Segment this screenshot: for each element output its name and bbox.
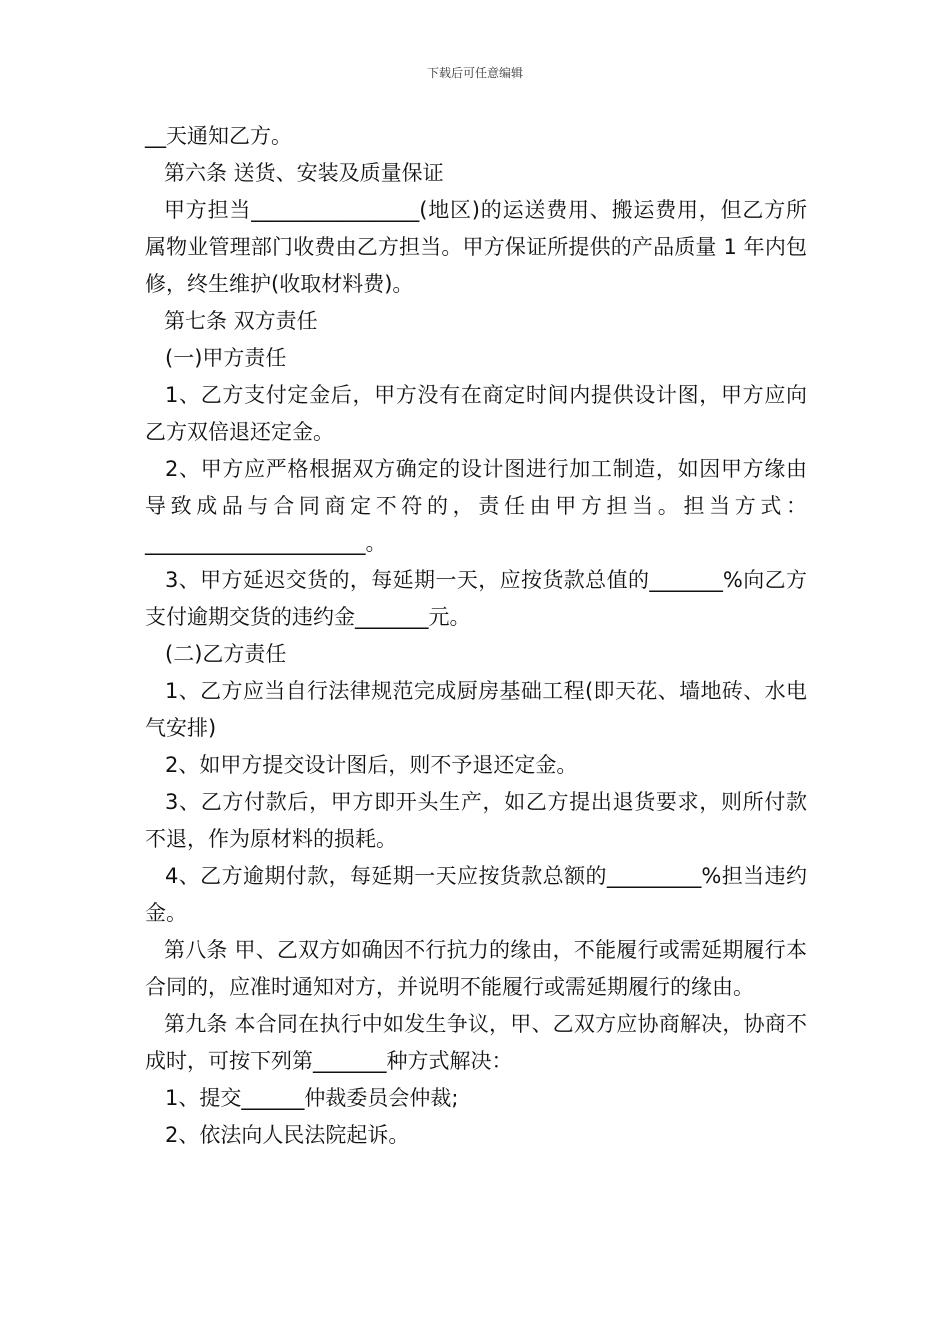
- page-header: 下载后可任意编辑: [426, 66, 523, 80]
- section-party-a-heading: (一)甲方责任: [165, 346, 287, 370]
- article-8-body: 第八条 甲、乙双方如确因不行抗力的缘由，不能履行或需延期履行本合同的，应准时通知对方，并说明不能履行或需延期履行的缘由。: [145, 938, 807, 999]
- dispute-option-1: 1、提交______仲裁委员会仲裁;: [165, 1086, 459, 1110]
- party-b-clause-4: 4、乙方逾期付款，每延期一天应按货款总额的_________%担当违约金。: [145, 864, 807, 925]
- section-party-b-heading: (二)乙方责任: [165, 642, 287, 666]
- article-9-body: 第九条 本合同在执行中如发生争议，甲、乙双方应协商解决，协商不成时，可按下列第_______种方式解决：: [145, 1012, 807, 1073]
- party-a-clause-2: 2、甲方应严格根据双方确定的设计图进行加工制造，如因甲方缘由导致成品与合同商定不符的，责任由甲方担当。担当方式：_____________________。: [145, 457, 807, 555]
- party-b-clause-1: 1、乙方应当自行法律规范完成厨房基础工程(即天花、墙地砖、水电气安排): [145, 679, 807, 740]
- dispute-option-2: 2、依法向人民法院起诉。: [165, 1123, 410, 1147]
- party-b-clause-3: 3、乙方付款后，甲方即开头生产，如乙方提出退货要求，则所付款不退，作为原材料的损耗。: [145, 790, 807, 851]
- article-6-body: 甲方担当________________(地区)的运送费用、搬运费用，但乙方所属物业管理部门收费由乙方担当。甲方保证所提供的产品质量 1 年内包修，终生维护(收取材料费)。: [145, 198, 807, 296]
- party-b-clause-2: 2、如甲方提交设计图后，则不予退还定金。: [165, 753, 578, 777]
- party-a-clause-1: 1、乙方支付定金后，甲方没有在商定时间内提供设计图，甲方应向乙方双倍退还定金。: [145, 383, 807, 444]
- article-7-heading: 第七条 双方责任: [164, 309, 318, 333]
- paragraph-notice-continued: __天通知乙方。: [145, 124, 292, 148]
- document-body: [145, 118, 807, 1154]
- article-6-heading: 第六条 送货、安装及质量保证: [164, 161, 444, 185]
- party-a-clause-3: 3、甲方延迟交货的，每延期一天，应按货款总值的_______%向乙方支付逾期交货的违约金_______元。: [145, 568, 807, 629]
